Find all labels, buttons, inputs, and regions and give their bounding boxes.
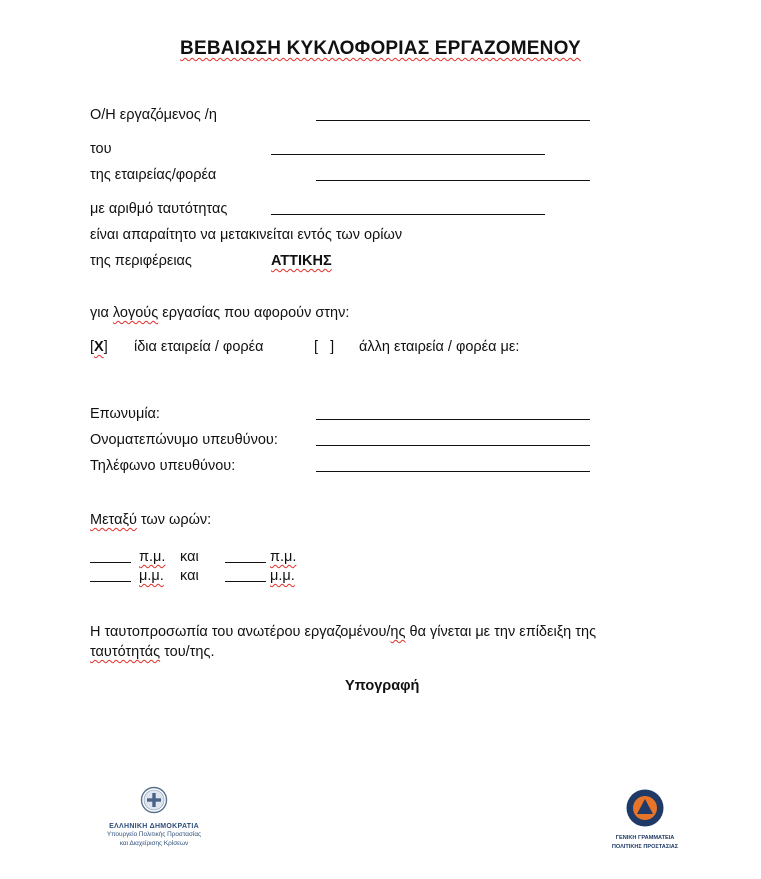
logo-left-subtitle-1: Υπουργείο Πολιτικής Προστασίας [106, 831, 202, 838]
region-value: ΑΤΤΙΚΗΣ [271, 253, 332, 269]
responsible-name-blank-line[interactable] [316, 445, 590, 446]
civil-protection-emblem-icon [625, 788, 665, 828]
am-label-2: π.μ. [270, 549, 297, 565]
hours-pm-to-blank[interactable] [225, 581, 266, 582]
region-label: της περιφέρειας [90, 253, 192, 269]
option-other-company-label: άλλη εταιρεία / φορέα με: [359, 339, 520, 355]
logo-left-subtitle-2: και Διαχείρισης Κρίσεων [119, 840, 189, 847]
company-blank-line[interactable] [316, 180, 590, 181]
reasons-intro: για λογούς εργασίας που αφορούν στην: [90, 305, 350, 321]
must-move-text: είναι απαραίτητο να μετακινείται εντός των ορίων [90, 227, 403, 243]
am-label: π.μ. [139, 549, 166, 565]
hours-am-from-blank[interactable] [90, 562, 131, 563]
company-name-blank-line[interactable] [316, 419, 590, 420]
id-label: με αριθμό ταυτότητας [90, 201, 228, 217]
hours-label: Μεταξύ των ωρών: [90, 512, 212, 528]
responsible-phone-label: Τηλέφωνο υπευθύνου: [90, 458, 236, 474]
responsible-name-label: Ονοματεπώνυμο υπευθύνου: [90, 432, 278, 448]
of-blank-line[interactable] [271, 154, 545, 155]
hellenic-republic-logo [95, 786, 213, 848]
pm-label-2: μ.μ. [270, 568, 295, 584]
logo-left-title: ΕΛΛΗΝΙΚΗ ΔΗΜΟΚΡΑΤΙΑ [109, 823, 199, 830]
identity-statement-line2: ταυτότητάς του/της. [90, 644, 215, 660]
hours-am-to-blank[interactable] [225, 562, 266, 563]
hours-pm-from-blank[interactable] [90, 581, 131, 582]
option-other-company-checkbox[interactable]: [ ] [314, 339, 335, 355]
logo-right-line-1: ΓΕΝΙΚΗ ΓΡΑΜΜΑΤΕΙΑ [615, 835, 675, 841]
logo-right-line-2: ΠΟΛΙΤΙΚΗΣ ΠΡΟΣΤΑΣΙΑΣ [611, 844, 679, 850]
and-label-2: και [180, 568, 199, 584]
identity-statement-line1: Η ταυτοπροσωπία του ανωτέρου εργαζομένου/ης θα γίνεται με την επίδειξη της [90, 624, 597, 640]
greek-emblem-icon [140, 786, 168, 814]
signature-label: Υπογραφή [345, 678, 420, 694]
id-blank-line[interactable] [271, 214, 545, 215]
responsible-phone-blank-line[interactable] [316, 471, 590, 472]
pm-label: μ.μ. [139, 568, 164, 584]
civil-protection-logo [610, 788, 680, 851]
employee-label: Ο/Η εργαζόμενος /η [90, 107, 217, 123]
option-same-company-label: ίδια εταιρεία / φορέα [134, 339, 264, 355]
company-name-label: Επωνυμία: [90, 406, 160, 422]
and-label: και [180, 549, 199, 565]
employee-blank-line[interactable] [316, 120, 590, 121]
option-same-company-checkbox[interactable]: [X] [90, 339, 108, 355]
of-label: του [90, 141, 112, 157]
document-title: ΒΕΒΑΙΩΣΗ ΚΥΚΛΟΦΟΡΙΑΣ ΕΡΓΑΖΟΜΕΝΟΥ [180, 38, 581, 59]
company-label: της εταιρείας/φορέα [90, 167, 217, 183]
